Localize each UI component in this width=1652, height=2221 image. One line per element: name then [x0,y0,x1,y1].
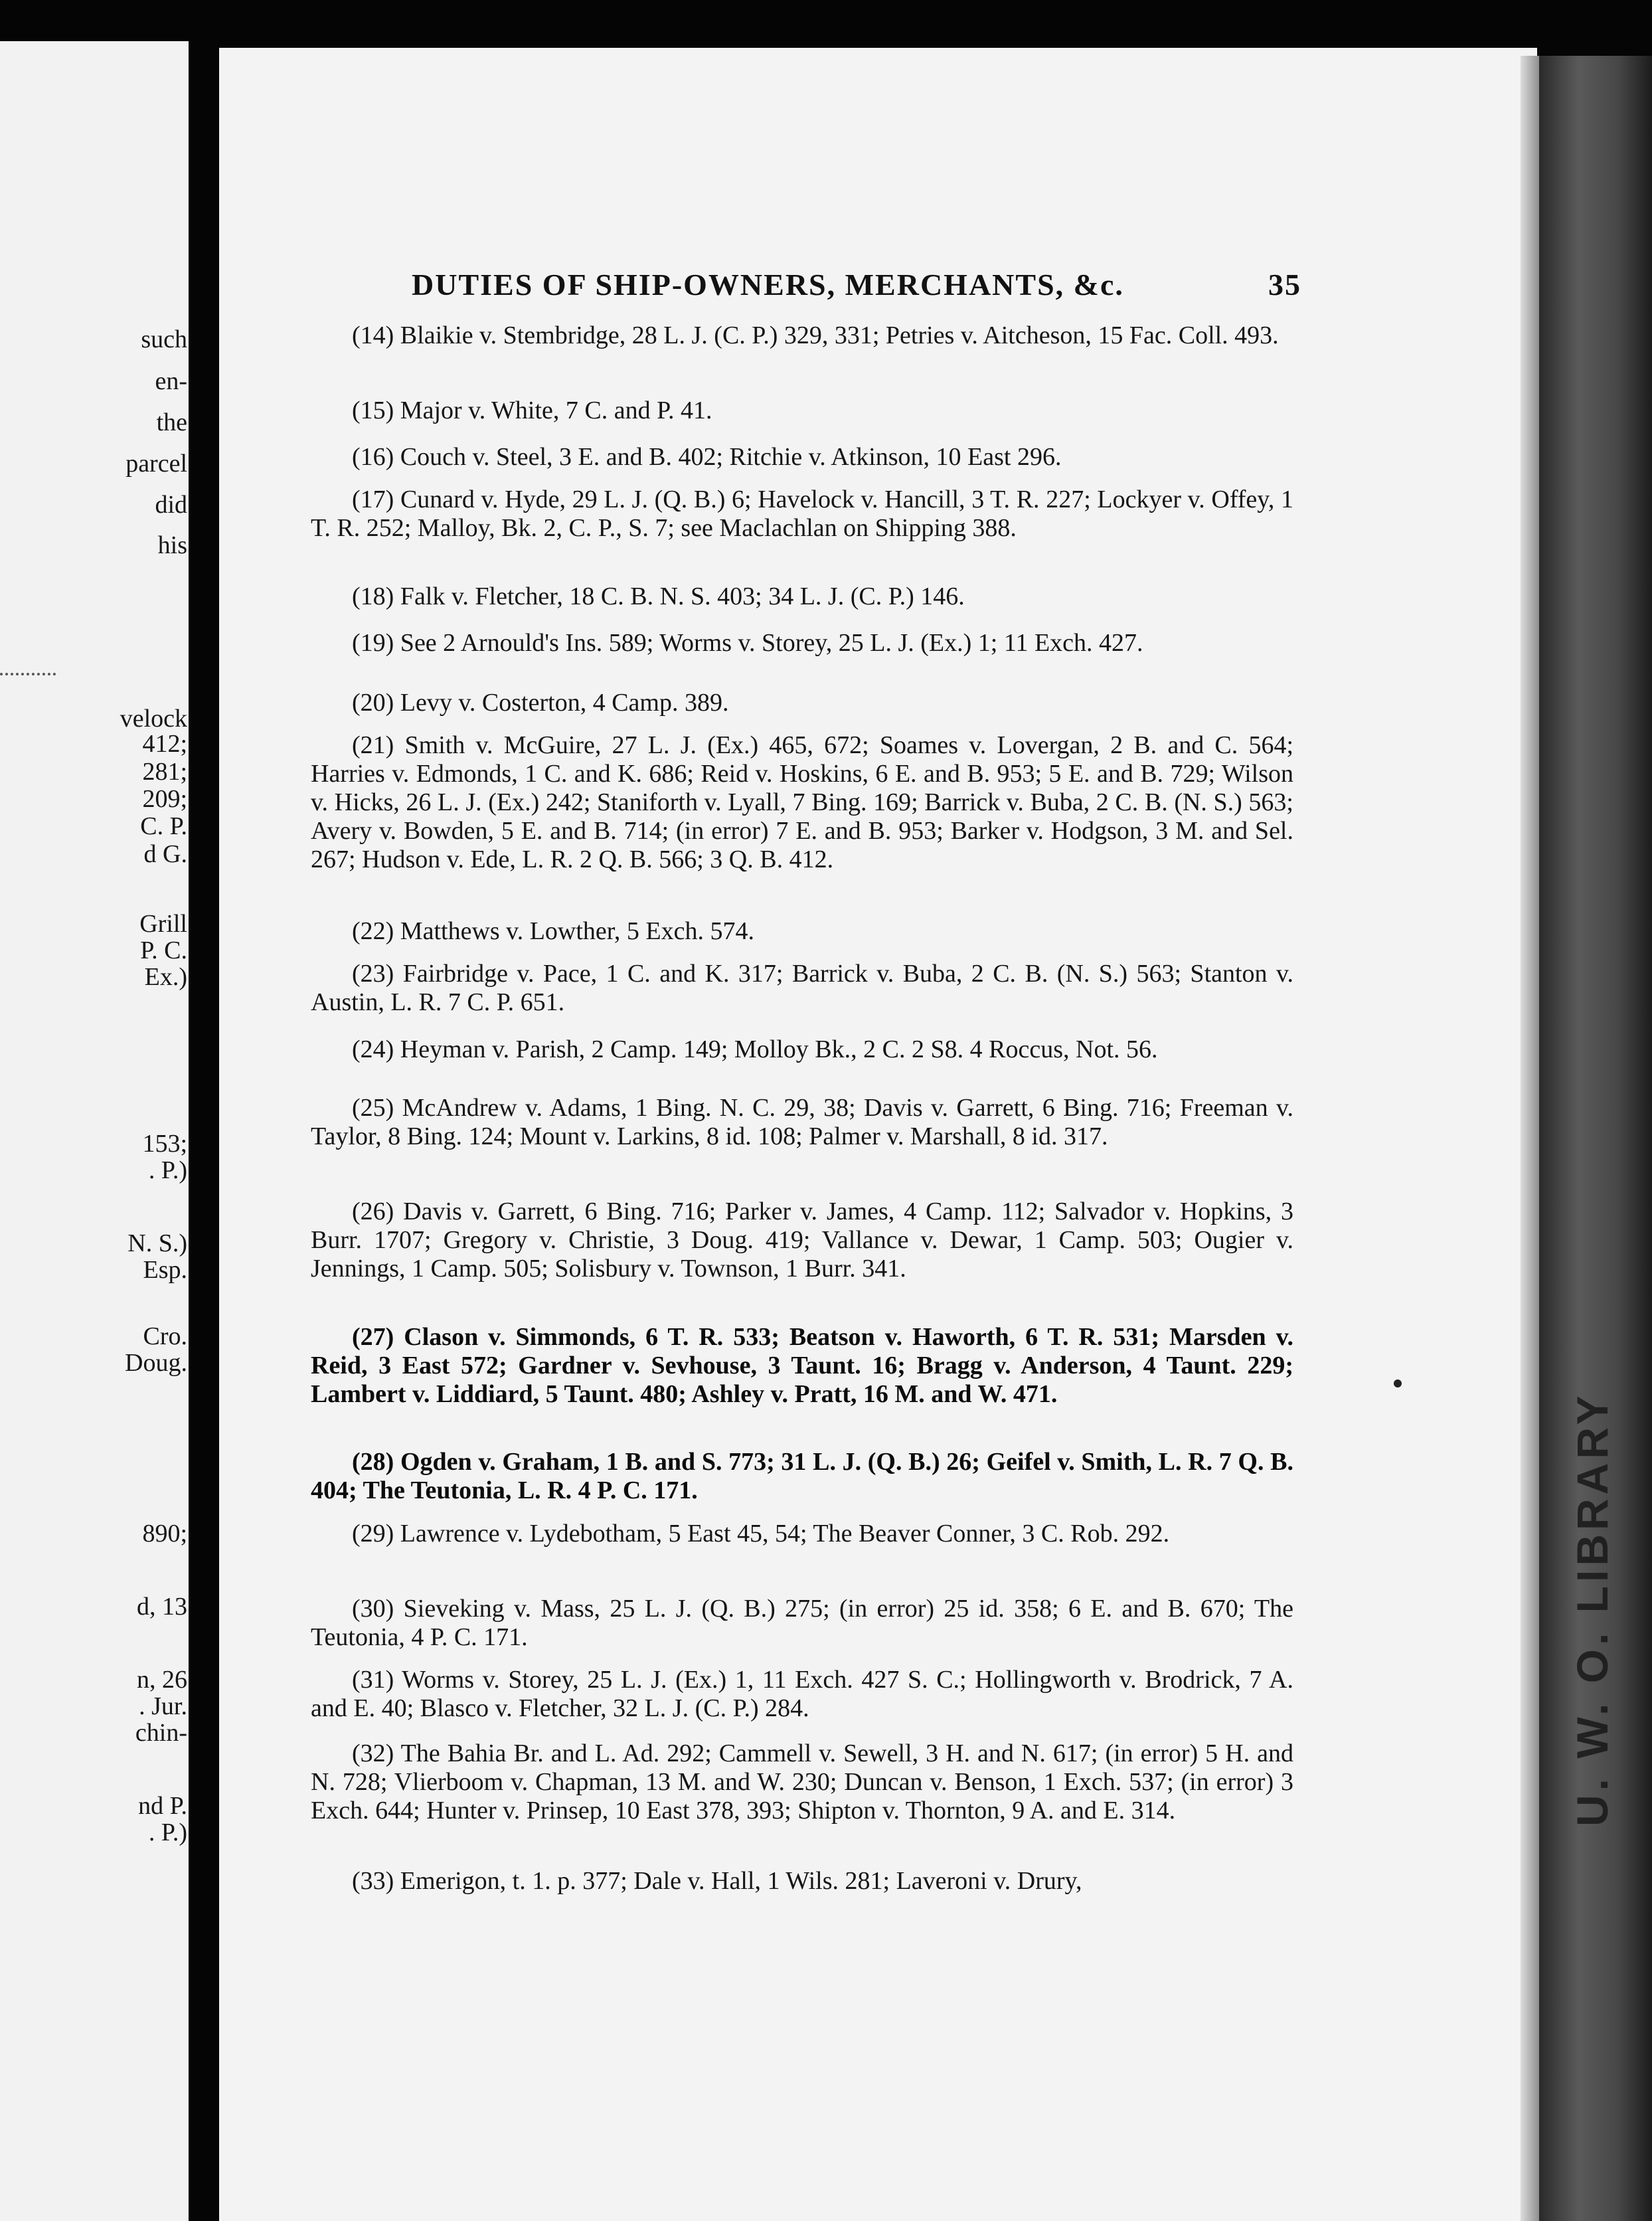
left-page-line: 412; [142,730,187,758]
left-page-line: d G. [143,840,187,868]
left-page-line: the [156,408,187,436]
left-page-line: did [155,491,187,519]
footnote: (22) Matthews v. Lowther, 5 Exch. 574. [352,917,754,945]
left-page-line: 153; [142,1130,187,1158]
left-page-line: en- [155,367,187,395]
left-page-line: Grill [139,910,187,938]
running-header [412,267,1301,302]
footnote: (18) Falk v. Fletcher, 18 C. B. N. S. 403; 34 L. J. (C. P.) 146. [352,582,965,610]
page-number: 35 [1268,268,1301,302]
book-spine [1539,56,1652,2221]
footnote: (20) Levy v. Costerton, 4 Camp. 389. [352,689,729,717]
footnote: (23) Fairbridge v. Pace, 1 C. and K. 317; Barrick v. Buba, 2 C. B. (N. S.) 563; Stanton v. Austin, L. R. 7 C. P. 651. [311,960,1293,1016]
footnote: (33) Emerigon, t. 1. p. 377; Dale v. Hall, 1 Wils. 281; Laveroni v. Drury, [352,1867,1082,1895]
left-page-line: Cro. [143,1322,187,1350]
footnote: (28) Ogden v. Graham, 1 B. and S. 773; 31 L. J. (Q. B.) 26; Geifel v. Smith, L. R. 7 Q. B. 404; The Teutonia, L. R. 4 P. C. 171. [311,1448,1293,1504]
left-page-line: N. S.) [127,1229,187,1257]
footnote: (29) Lawrence v. Lydebotham, 5 East 45, 54; The Beaver Conner, 3 C. Rob. 292. [352,1520,1170,1548]
footnote: (14) Blaikie v. Stembridge, 28 L. J. (C. P.) 329, 331; Petries v. Aitcheson, 15 Fac. Coll. 493. [352,321,1279,349]
left-page-line: parcel [125,450,187,478]
footnote: (19) See 2 Arnould's Ins. 589; Worms v. Storey, 25 L. J. (Ex.) 1; 11 Exch. 427. [352,629,1143,657]
footnote: (27) Clason v. Simmonds, 6 T. R. 533; Beatson v. Haworth, 6 T. R. 531; Marsden v. Reid, 3 East 572; Gardner v. Sevhouse, 3 Taunt. 16; Bragg v. Anderson, 4 Taunt. 229; Lambert v. Liddiard, 5 Taunt. 480; Ashley v. Pratt, 16 M. and W. 471. [311,1323,1293,1408]
left-page-line: Doug. [125,1349,187,1377]
footnote: (32) The Bahia Br. and L. Ad. 292; Cammell v. Sewell, 3 H. and N. 617; (in error) 5 H. and N. 728; Vlierboom v. Chapman, 13 M. and W. 230; Duncan v. Benson, 1 Exch. 537; (in error) 3 Exch. 644; Hunter v. Prinsep, 10 East 378, 393; Shipton v. Thornton, 9 A. and E. 314. [311,1739,1293,1824]
footnote: (15) Major v. White, 7 C. and P. 41. [352,397,712,424]
left-page-line: d, 13 [137,1593,187,1621]
left-page-line: Esp. [143,1256,187,1284]
left-page-fragment [0,41,189,2221]
footnote: (30) Sieveking v. Mass, 25 L. J. (Q. B.) 275; (in error) 25 id. 358; 6 E. and B. 670; The Teutonia, 4 P. C. 171. [311,1595,1293,1651]
footnote: (26) Davis v. Garrett, 6 Bing. 716; Parker v. James, 4 Camp. 112; Salvador v. Hopkins, 3 Burr. 1707; Gregory v. Christie, 3 Doug. 419; Vallance v. Dewar, 1 Camp. 503; Ougier v. Jennings, 1 Camp. 505; Solisbury v. Townson, 1 Burr. 341. [311,1198,1293,1283]
left-page-rule [0,673,56,675]
left-page-line: C. P. [140,812,187,840]
left-page-line: n, 26 [137,1666,187,1694]
footnote: (31) Worms v. Storey, 25 L. J. (Ex.) 1, 11 Exch. 427 S. C.; Hollingworth v. Brodrick, 7 A. and E. 40; Blasco v. Fletcher, 32 L. J. (C. P.) 284. [311,1666,1293,1722]
ink-dot [1394,1379,1402,1387]
left-page-line: velock [120,705,187,733]
left-page-line: such [141,325,187,353]
left-page-line: chin- [135,1719,187,1747]
left-page-line: 209; [142,785,187,813]
footnote: (21) Smith v. McGuire, 27 L. J. (Ex.) 465, 672; Soames v. Lovergan, 2 B. and C. 564; Harries v. Edmonds, 1 C. and K. 686; Reid v. Hoskins, 6 E. and B. 953; 5 E. and B. 729; Wilson v. Hicks, 26 L. J. (Ex.) 242; Staniforth v. Lyall, 7 Bing. 169; Barrick v. Buba, 2 C. B. (N. S.) 563; Avery v. Bowden, 5 E. and B. 714; (in error) 7 E. and B. 953; Barker v. Hodgson, 3 M. and Sel. 267; Hudson v. Ede, L. R. 2 Q. B. 566; 3 Q. B. 412. [311,731,1293,873]
left-page-line: . P.) [148,1156,187,1184]
footnote: (25) McAndrew v. Adams, 1 Bing. N. C. 29, 38; Davis v. Garrett, 6 Bing. 716; Freeman v. Taylor, 8 Bing. 124; Mount v. Larkins, 8 id. 108; Palmer v. Marshall, 8 id. 317. [311,1094,1293,1150]
left-page-line: Ex.) [144,963,187,991]
footnote: (16) Couch v. Steel, 3 E. and B. 402; Ritchie v. Atkinson, 10 East 296. [352,443,1062,471]
left-page-line: his [157,531,187,559]
footnote: (17) Cunard v. Hyde, 29 L. J. (Q. B.) 6; Havelock v. Hancill, 3 T. R. 227; Lockyer v. Offey, 1 T. R. 252; Malloy, Bk. 2, C. P., S. 7; see Maclachlan on Shipping 388. [311,486,1293,542]
left-page-line: . Jur. [139,1692,187,1720]
left-page-line: nd P. [138,1792,187,1820]
footnote: (24) Heyman v. Parish, 2 Camp. 149; Molloy Bk., 2 C. 2 S8. 4 Roccus, Not. 56. [352,1035,1158,1063]
library-spine-label: U. W. O. LIBRARY [1568,1391,1617,1826]
running-header-title: DUTIES OF SHIP-OWNERS, MERCHANTS, &c. [412,268,1124,302]
left-page-line: 890; [142,1520,187,1548]
left-page-line: . P.) [148,1819,187,1846]
left-page-line: P. C. [140,936,187,964]
left-page-line: 281; [142,758,187,786]
